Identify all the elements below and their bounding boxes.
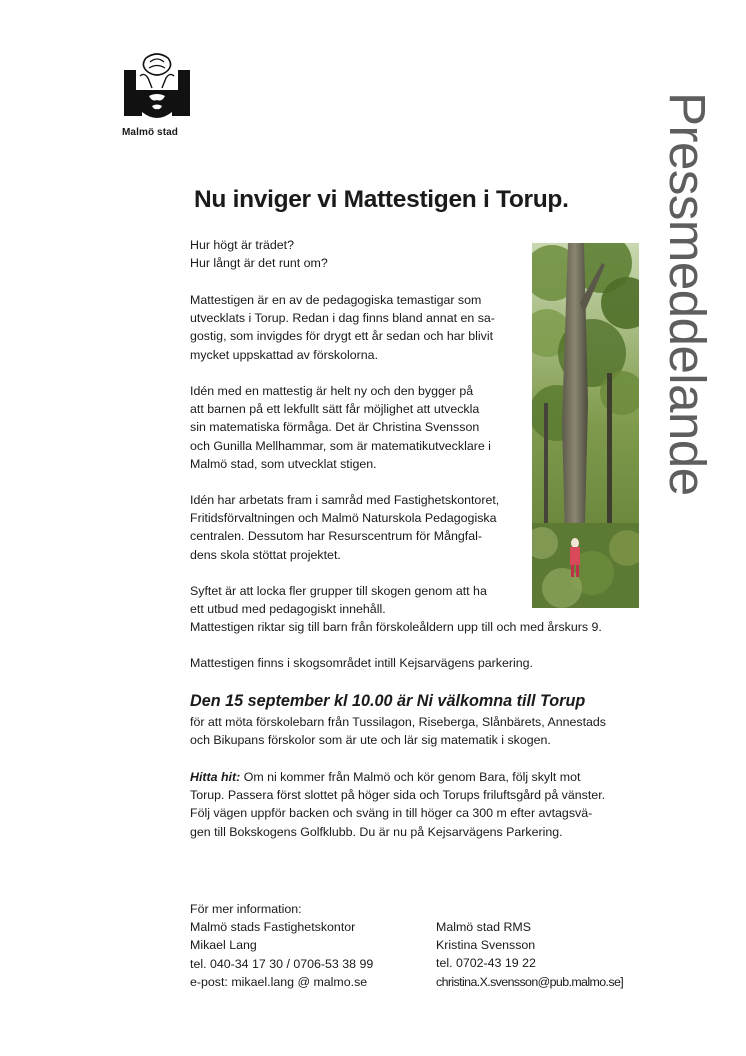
text-line: att barnen på ett lekfullt sätt får möjlighet att utveckla <box>190 402 480 417</box>
text-line <box>190 768 650 786</box>
text-line: Syftet är att locka fler grupper till skogen genom att ha <box>190 584 487 598</box>
text-line: mycket uppskattad av förskolorna. <box>190 347 379 362</box>
contact-email[interactable]: christina.X.svensson@pub.malmo.se] <box>436 974 624 989</box>
paragraph-location <box>190 654 650 672</box>
contact-line: Kristina Svensson <box>436 938 536 953</box>
text-line: utvecklats i Torup. Redan i dag finns bland annat en sa- <box>190 311 495 326</box>
logo-text: Malmö stad <box>122 127 179 138</box>
contact-line: För mer information: <box>190 902 302 916</box>
directions-first-line: Om ni kommer från Malmö och kör genom Bara, följ skylt mot <box>240 770 581 784</box>
text-line: Idén har arbetats fram i samråd med Fastighetskontoret, <box>190 493 500 507</box>
contact-line: Malmö stads Fastighetskontor <box>190 920 356 935</box>
text-line: Idén med en mattestig är helt ny och den bygger på <box>190 384 474 398</box>
text-line: dens skola stöttat projektet. <box>190 547 341 562</box>
coat-of-arms-icon <box>122 50 192 126</box>
text-line: gen till Bokskogens Golfklubb. Du är nu på Kejsarvägens Parkering. <box>190 824 563 839</box>
text-line: Malmö stad, som utvecklat stigen. <box>190 456 377 471</box>
directions-label: Hitta hit: <box>190 770 241 784</box>
text-line: Följ vägen uppför backen och sväng in till höger ca 300 m efter avtagsvä- <box>190 806 593 821</box>
text-line: för att möta förskolebarn från Tussilagon, Riseberga, Slånbärets, Annestads <box>190 715 607 729</box>
contact-rms <box>436 918 623 991</box>
text-line: centralen. Dessutom har Resurscentrum för Mångfal- <box>190 529 482 544</box>
text-line: Mattestigen är en av de pedagogiska temastigar som <box>190 293 482 307</box>
text-line: och Gunilla Mellhammar, som är matematikutvecklare i <box>190 438 491 453</box>
text-line: Hur högt är trädet? <box>190 238 295 252</box>
text-line: sin matematiska förmåga. Det är Christina Svensson <box>190 420 480 435</box>
contact-email[interactable]: e-post: mikael.lang @ malmo.se <box>190 974 368 989</box>
text-line: Mattestigen riktar sig till barn från förskoleåldern upp till och med årskurs 9. <box>190 620 602 635</box>
text-line: och Bikupans förskolor som är ute och lär sig matematik i skogen. <box>190 733 551 748</box>
text-line: Hur långt är det runt om? <box>190 256 328 271</box>
event-description <box>190 713 650 749</box>
contact-line: tel. 0702-43 19 22 <box>436 956 536 971</box>
headline: Nu inviger vi Mattestigen i Torup. <box>194 186 569 213</box>
directions <box>190 768 650 841</box>
text-line: gostig, som invigdes för drygt ett år sedan och har blivit <box>190 329 494 344</box>
contact-line: Malmö stad RMS <box>436 920 532 934</box>
contact-line: tel. 040-34 17 30 / 0706-53 38 99 <box>190 956 374 971</box>
forest-tree-photo <box>532 243 639 608</box>
event-heading: Den 15 september kl 10.00 är Ni välkomna till Torup <box>190 692 586 710</box>
contact-fastighetskontor <box>190 900 373 991</box>
text-line: Mattestigen finns i skogsområdet intill Kejsarvägens parkering. <box>190 656 533 670</box>
text-line: ett utbud med pedagogiskt innehåll. <box>190 602 386 617</box>
text-line: Fritidsförvaltningen och Malmö Naturskola Pedagogiska <box>190 511 497 526</box>
contact-line: Mikael Lang <box>190 938 257 953</box>
text-line: Torup. Passera först slottet på höger sida och Torups friluftsgård på vänster. <box>190 788 606 803</box>
press-release-side-title: Pressmeddelande <box>659 92 716 496</box>
